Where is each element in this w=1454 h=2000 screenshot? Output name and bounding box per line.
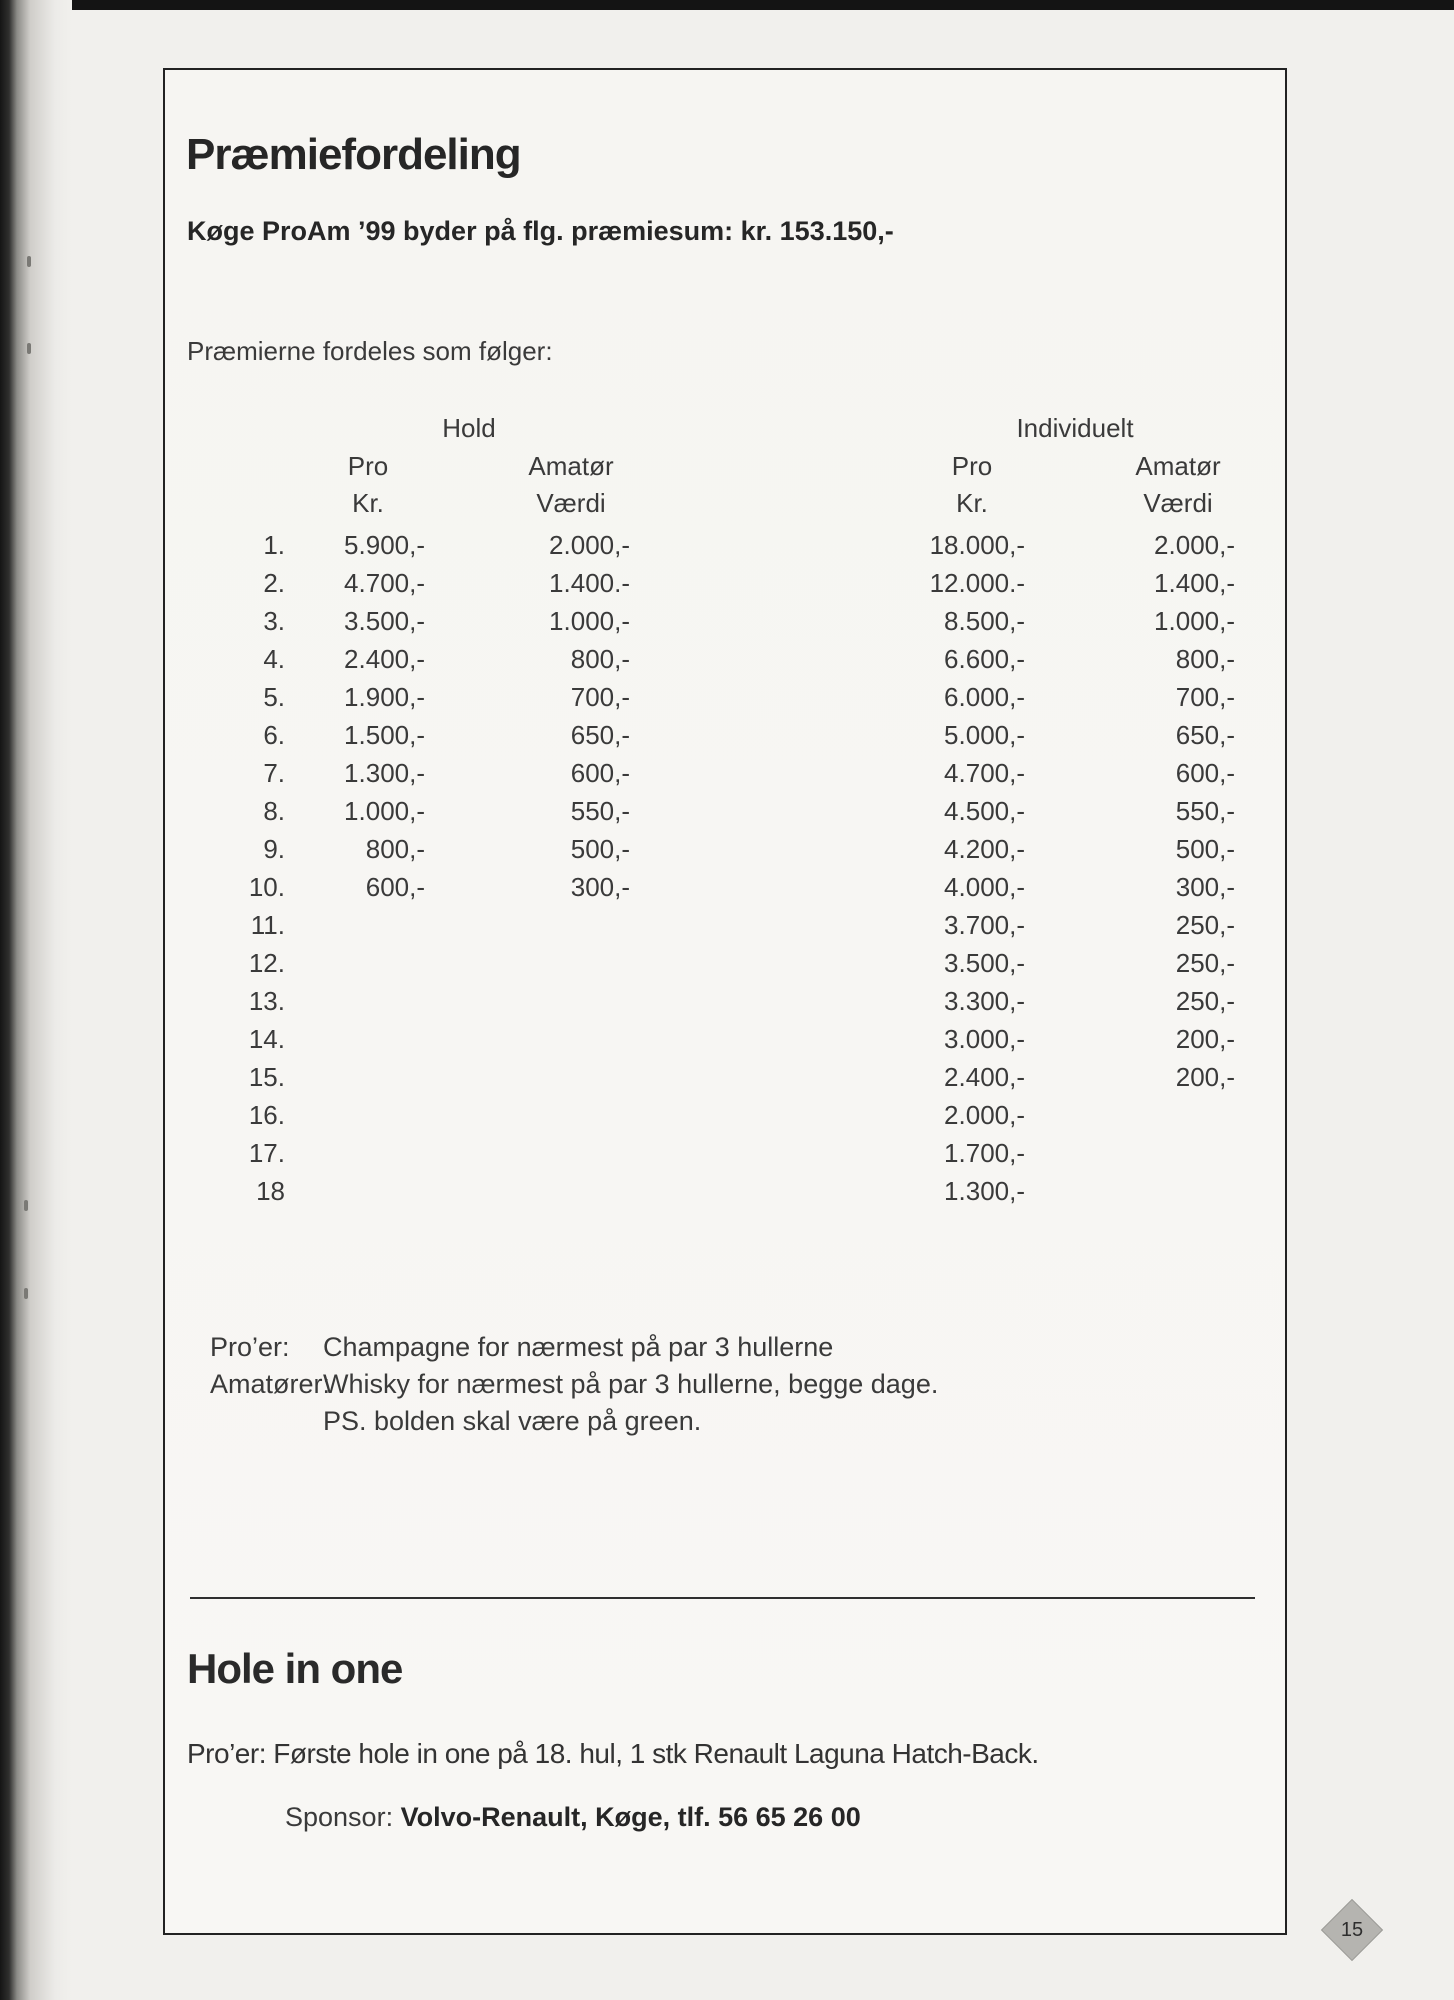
table-row	[165, 1100, 1285, 1138]
page-number: 15	[1340, 1918, 1364, 1941]
table-row	[165, 1062, 1285, 1100]
table-row	[165, 1138, 1285, 1176]
col-subheader-hold-kr: Kr.	[352, 488, 384, 518]
rank-cell: 3.	[263, 606, 285, 636]
table-row	[165, 1176, 1285, 1214]
hold-pro-cell: 800,-	[365, 834, 425, 864]
hold-pro-cell: 1.000,-	[344, 796, 425, 826]
ind-pro-cell: 18.000,-	[929, 530, 1025, 560]
ind-amatoer-cell: 250,-	[1175, 948, 1235, 978]
hold-amatoer-cell: 500,-	[570, 834, 630, 864]
page-number-diamond	[1321, 1899, 1383, 1961]
table-row	[165, 720, 1285, 758]
rank-cell: 7.	[263, 758, 285, 788]
ind-pro-cell: 3.500,-	[944, 948, 1025, 978]
ind-amatoer-cell: 500,-	[1175, 834, 1235, 864]
scan-edge-mark	[24, 1200, 28, 1211]
hold-amatoer-cell: 600,-	[570, 758, 630, 788]
rank-cell: 14.	[248, 1024, 285, 1054]
rank-cell: 9.	[263, 834, 285, 864]
hold-amatoer-cell: 2.000,-	[549, 530, 630, 560]
rank-cell: 11.	[250, 910, 285, 940]
note-amatoer-label: Amatører:	[210, 1369, 331, 1399]
col-header-ind-pro: Pro	[951, 451, 993, 481]
intro-text: Præmierne fordeles som følger:	[187, 336, 553, 366]
hold-pro-cell: 1.900,-	[344, 682, 425, 712]
table-row	[165, 910, 1285, 948]
ind-amatoer-cell: 250,-	[1175, 986, 1235, 1016]
table-row	[165, 682, 1285, 720]
ind-amatoer-cell: 200,-	[1175, 1062, 1235, 1092]
group-header-individuelt: Individuelt	[1016, 413, 1134, 443]
ind-amatoer-cell: 700,-	[1175, 682, 1235, 712]
table-row	[165, 606, 1285, 644]
col-header-hold-pro: Pro	[347, 451, 389, 481]
scan-edge-mark	[24, 1288, 28, 1299]
table-row	[165, 872, 1285, 910]
section-divider	[190, 1597, 1255, 1599]
ind-pro-cell: 12.000.-	[929, 568, 1025, 598]
hold-pro-cell: 4.700,-	[344, 568, 425, 598]
rank-cell: 17.	[248, 1138, 285, 1168]
rank-cell: 2.	[263, 568, 285, 598]
table-row	[165, 568, 1285, 606]
ind-pro-cell: 3.000,-	[944, 1024, 1025, 1054]
group-header-hold: Hold	[442, 413, 496, 443]
ind-pro-cell: 8.500,-	[944, 606, 1025, 636]
rank-cell: 12.	[248, 948, 285, 978]
note-pro-label: Pro’er:	[210, 1332, 290, 1362]
ind-amatoer-cell: 300,-	[1175, 872, 1235, 902]
ind-pro-cell: 1.300,-	[944, 1176, 1025, 1206]
hold-amatoer-cell: 650,-	[570, 720, 630, 750]
table-row	[165, 1024, 1285, 1062]
sponsor-label: Sponsor:	[285, 1802, 394, 1832]
hold-amatoer-cell: 1.400.-	[549, 568, 630, 598]
ind-amatoer-cell: 650,-	[1175, 720, 1235, 750]
col-subheader-hold-vaerdi: Værdi	[536, 488, 606, 518]
ind-amatoer-cell: 1.400,-	[1154, 568, 1235, 598]
ind-pro-cell: 1.700,-	[944, 1138, 1025, 1168]
content-box	[163, 68, 1287, 1935]
hold-amatoer-cell: 700,-	[570, 682, 630, 712]
rank-cell: 8.	[263, 796, 285, 826]
rank-cell: 5.	[263, 682, 285, 712]
table-row	[165, 796, 1285, 834]
note-ps-text: PS. bolden skal være på green.	[323, 1406, 702, 1436]
ind-amatoer-cell: 800,-	[1175, 644, 1235, 674]
rank-cell: 10.	[248, 872, 285, 902]
hold-pro-cell: 3.500,-	[344, 606, 425, 636]
hold-pro-cell: 5.900,-	[344, 530, 425, 560]
rank-cell: 16.	[248, 1100, 285, 1130]
table-row	[165, 948, 1285, 986]
note-amatoer-text: Whisky for nærmest på par 3 hullerne, begge dage.	[323, 1369, 939, 1399]
ind-pro-cell: 6.000,-	[944, 682, 1025, 712]
hold-pro-cell: 1.300,-	[344, 758, 425, 788]
ind-amatoer-cell: 550,-	[1175, 796, 1235, 826]
table-row	[165, 834, 1285, 872]
col-subheader-ind-kr: Kr.	[956, 488, 988, 518]
prize-table-rows	[165, 530, 1285, 1214]
ind-pro-cell: 2.000,-	[944, 1100, 1025, 1130]
table-row	[165, 530, 1285, 568]
ind-pro-cell: 4.000,-	[944, 872, 1025, 902]
rank-cell: 13.	[248, 986, 285, 1016]
hole-in-one-text: Pro’er: Første hole in one på 18. hul, 1 stk Renault Laguna Hatch-Back.	[187, 1738, 1039, 1769]
scan-top-strip	[0, 0, 1454, 10]
ind-pro-cell: 3.700,-	[944, 910, 1025, 940]
ind-amatoer-cell: 200,-	[1175, 1024, 1235, 1054]
ind-pro-cell: 3.300,-	[944, 986, 1025, 1016]
hold-pro-cell: 1.500,-	[344, 720, 425, 750]
hold-pro-cell: 600,-	[365, 872, 425, 902]
rank-cell: 1.	[263, 530, 285, 560]
ind-pro-cell: 5.000,-	[944, 720, 1025, 750]
hold-pro-cell: 2.400,-	[344, 644, 425, 674]
table-row	[165, 758, 1285, 796]
hole-in-one-heading: Hole in one	[187, 1645, 403, 1692]
hold-amatoer-cell: 300,-	[570, 872, 630, 902]
ind-pro-cell: 4.200,-	[944, 834, 1025, 864]
scan-edge-mark	[27, 343, 31, 354]
sponsor-line	[285, 1802, 861, 1833]
page-title: Præmiefordeling	[186, 130, 521, 179]
ind-amatoer-cell: 2.000,-	[1154, 530, 1235, 560]
rank-cell: 6.	[263, 720, 285, 750]
ind-pro-cell: 2.400,-	[944, 1062, 1025, 1092]
hold-amatoer-cell: 550,-	[570, 796, 630, 826]
rank-cell: 18	[256, 1176, 285, 1206]
hold-amatoer-cell: 800,-	[570, 644, 630, 674]
ind-pro-cell: 6.600,-	[944, 644, 1025, 674]
rank-cell: 15.	[248, 1062, 285, 1092]
ind-amatoer-cell: 1.000,-	[1154, 606, 1235, 636]
ind-amatoer-cell: 250,-	[1175, 910, 1235, 940]
sponsor-name: Volvo-Renault, Køge, tlf. 56 65 26 00	[400, 1802, 861, 1832]
table-row	[165, 986, 1285, 1024]
table-row	[165, 644, 1285, 682]
rank-cell: 4.	[263, 644, 285, 674]
ind-pro-cell: 4.500,-	[944, 796, 1025, 826]
col-header-ind-amatoer: Amatør	[1135, 451, 1221, 481]
ind-amatoer-cell: 600,-	[1175, 758, 1235, 788]
hold-amatoer-cell: 1.000,-	[549, 606, 630, 636]
scan-edge-mark	[27, 256, 31, 267]
col-subheader-ind-vaerdi: Værdi	[1143, 488, 1213, 518]
ind-pro-cell: 4.700,-	[944, 758, 1025, 788]
scan-binding-edge	[0, 0, 72, 2000]
note-pro-text: Champagne for nærmest på par 3 hullerne	[323, 1332, 834, 1362]
col-header-hold-amatoer: Amatør	[528, 451, 614, 481]
page-subtitle: Køge ProAm ’99 byder på flg. præmiesum: kr. 153.150,-	[187, 216, 894, 246]
